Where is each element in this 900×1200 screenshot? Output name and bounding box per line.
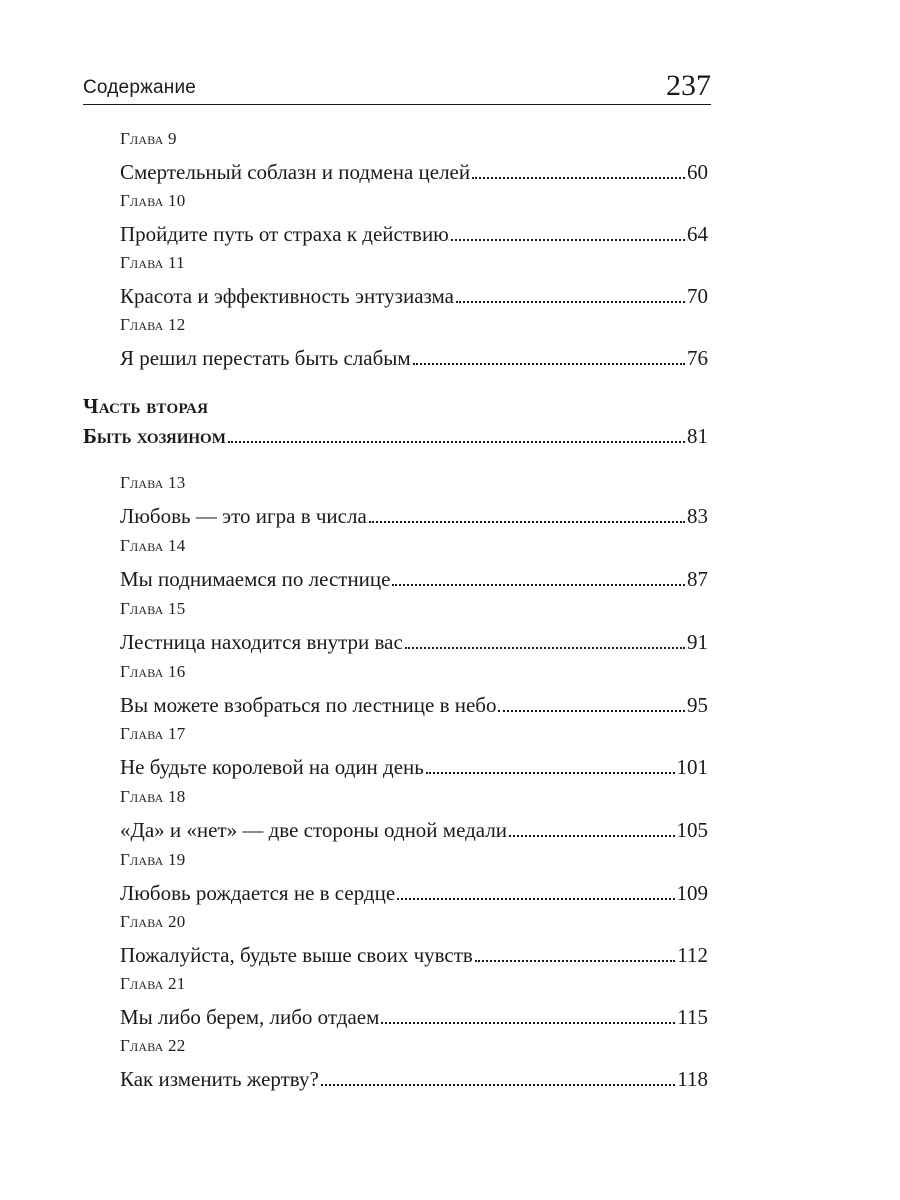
dot-leader: [413, 363, 685, 365]
chapter-page: 109: [676, 881, 708, 905]
chapter-label: Глава 14: [120, 536, 186, 555]
chapter-label: Глава 15: [120, 599, 186, 618]
dot-leader: [475, 960, 675, 962]
dot-leader: [321, 1084, 675, 1086]
chapter-label: Глава 13: [120, 473, 186, 492]
chapter-title: Мы либо берем, либо отдаем: [120, 1005, 380, 1029]
toc-entry: [120, 128, 708, 185]
chapter-page: 112: [677, 943, 708, 967]
chapter-title: Я решил перестать быть слабым: [120, 346, 411, 370]
chapter-page: 76: [687, 346, 708, 370]
dot-leader: [426, 772, 675, 774]
dot-leader: [381, 1022, 675, 1024]
chapter-label: Глава 17: [120, 724, 186, 743]
toc-entry: [120, 598, 708, 655]
toc-entry: [120, 314, 708, 371]
toc-entry: [120, 190, 708, 247]
chapter-page: 70: [687, 284, 708, 308]
toc-part-entry: [83, 394, 708, 449]
toc-entry: [120, 911, 708, 968]
chapter-label: Глава 12: [120, 315, 186, 334]
header-title: Содержание: [83, 77, 197, 98]
chapter-title: Как изменить жертву?: [120, 1067, 319, 1091]
toc-entry: [120, 252, 708, 309]
chapter-title: Пройдите путь от страха к действию: [120, 222, 449, 246]
chapter-title: Любовь — это игра в числа: [120, 504, 367, 528]
toc-entry: [120, 472, 708, 529]
chapter-page: 115: [677, 1005, 708, 1029]
chapter-title: «Да» и «нет» — две стороны одной медали: [120, 818, 508, 842]
chapter-label: Глава 20: [120, 912, 186, 931]
chapter-title: Красота и эффективность энтузиазма: [120, 284, 454, 308]
chapter-page: 118: [677, 1067, 708, 1091]
dot-leader: [397, 898, 674, 900]
chapter-page: 91: [687, 630, 708, 654]
chapter-title: Смертельный соблазн и подмена целей: [120, 160, 471, 184]
dot-leader: [472, 177, 685, 179]
part-page: 81: [687, 424, 708, 448]
chapter-label: Глава 18: [120, 787, 186, 806]
chapter-title: Не будьте королевой на один день: [120, 755, 424, 779]
dot-leader: [369, 521, 685, 523]
chapter-label: Глава 9: [120, 129, 177, 148]
toc-entry: [120, 973, 708, 1030]
chapter-label: Глава 21: [120, 974, 186, 993]
chapter-label: Глава 19: [120, 850, 186, 869]
dot-leader: [509, 835, 674, 837]
chapter-title: Лестница находится внутри вас: [120, 630, 403, 654]
chapter-page: 95: [687, 693, 708, 717]
chapter-page: 105: [676, 818, 708, 842]
chapter-page: 60: [687, 160, 708, 184]
part-title: Быть хозяином: [83, 424, 226, 448]
toc-entry: [120, 661, 708, 718]
part-label: Часть вторая: [83, 394, 209, 418]
chapter-page: 64: [687, 222, 708, 246]
dot-leader: [405, 647, 685, 649]
chapter-title: Пожалуйста, будьте выше своих чувств: [120, 943, 473, 967]
dot-leader: [392, 584, 685, 586]
dot-leader: [498, 710, 685, 712]
chapter-page: 83: [687, 504, 708, 528]
chapter-title: Мы поднимаемся по лестнице: [120, 567, 391, 591]
chapter-page: 87: [687, 567, 708, 591]
toc-entry: [120, 723, 708, 780]
header-page-number: 237: [666, 69, 711, 102]
chapter-label: Глава 11: [120, 253, 185, 272]
toc-entry: [120, 786, 708, 843]
chapter-label: Глава 10: [120, 191, 186, 210]
chapter-page: 101: [676, 755, 708, 779]
toc-entry: [120, 849, 708, 906]
toc-entry: [120, 535, 708, 592]
dot-leader: [456, 301, 685, 303]
dot-leader: [451, 239, 685, 241]
chapter-title: Любовь рождается не в сердце: [120, 881, 396, 905]
chapter-label: Глава 16: [120, 662, 186, 681]
dot-leader: [228, 441, 685, 443]
toc-entry: [120, 1035, 708, 1092]
chapter-label: Глава 22: [120, 1036, 186, 1055]
chapter-title: Вы можете взобраться по лестнице в небо: [120, 693, 497, 717]
